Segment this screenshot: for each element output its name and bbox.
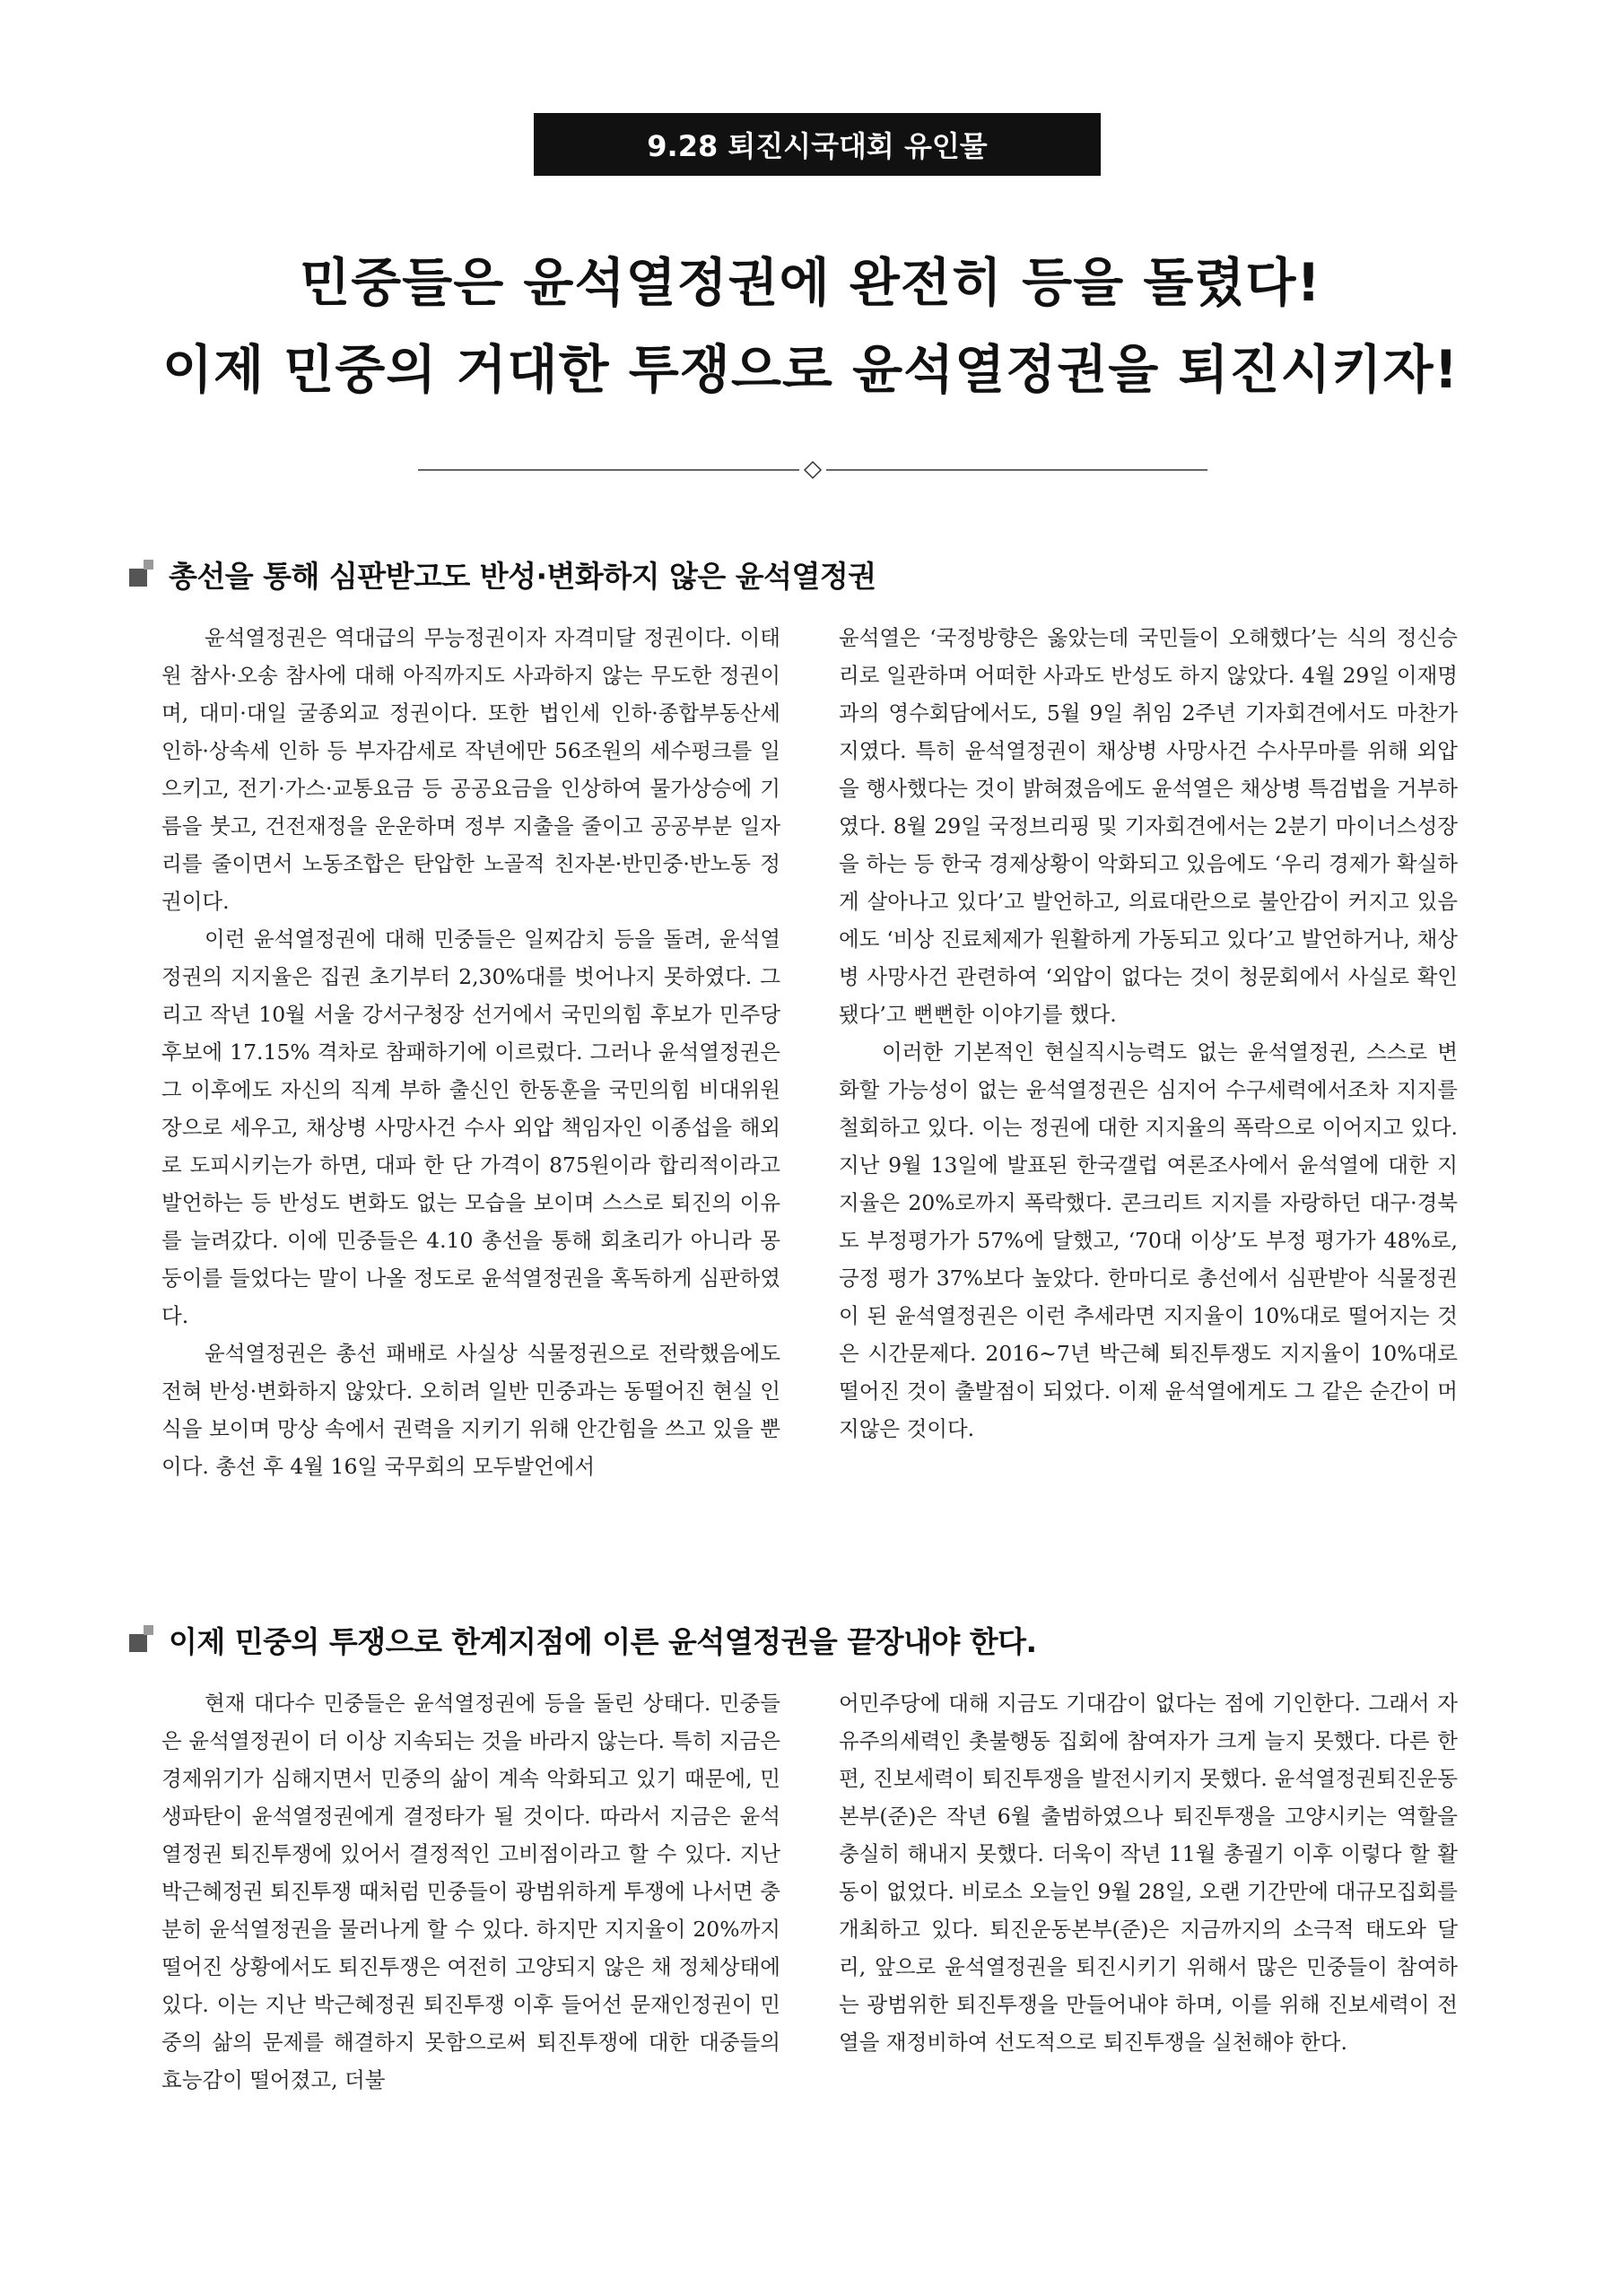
- section-1-left-column: [161, 619, 780, 1485]
- section-2-left-column: [161, 1684, 780, 2099]
- diamond-divider: [418, 460, 1207, 480]
- square-bullet-icon: [126, 554, 161, 594]
- square-bullet-icon: [126, 1620, 161, 1659]
- paragraph: 윤석열정권은 총선 패배로 사실상 식물정권으로 전락했음에도 전혀 반성·변화하지 않았다. 오히려 일반 민중과는 동떨어진 현실 인식을 보이며 망상 속에서 권력을 지키기 위해 안간힘을 쓰고 있을 뿐이다. 총선 후 4월 16일 국무회의 모두발언에서: [161, 1341, 780, 1479]
- paragraph: 이러한 기본적인 현실직시능력도 없는 윤석열정권, 스스로 변화할 가능성이 없는 윤석열정권은 심지어 수구세력에서조차 지지를 철회하고 있다. 이는 정권에 대한 지지율의 폭락으로 이어지고 있다. 지난 9월 13일에 발표된 한국갤럽 여론조사에서 윤석열에 대한 지지율은 20%로까지 폭락했다. 콘크리트 지지를 자랑하던 대구·경북도 부정평가가 57%에 달했고, ‘70대 이상’도 부정 평가가 48%로, 긍정 평가 37%보다 높았다. 한마디로 총선에서 심판받아 식물정권이 된 윤석열정권은 이런 추세라면 지지율이 10%대로 떨어지는 것은 시간문제다. 2016~7년 박근혜 퇴진투쟁도 지지율이 10%대로 떨어진 것이 출발점이 되었다. 이제 윤석열에게도 그 같은 순간이 머지않은 것이다.: [839, 1039, 1458, 1441]
- section-heading-1: [126, 547, 876, 601]
- headline-line-2: 이제 민중의 거대한 투쟁으로 윤석열정권을 퇴진시키자!: [161, 339, 1460, 400]
- section-title: 이제 민중의 투쟁으로 한계지점에 이른 윤석열정권을 끝장내야 한다.: [169, 1623, 1037, 1659]
- paragraph: 윤석열정권은 역대급의 무능정권이자 자격미달 정권이다. 이태원 참사·오송 참사에 대해 아직까지도 사과하지 않는 무도한 정권이며, 대미·대일 굴종외교 정권이다. 또한 법인세 인하·종합부동산세 인하·상속세 인하 등 부자감세로 작년에만 56조원의 세수펑크를 일으키고, 전기·가스·교통요금 등 공공요금을 인상하여 물가상승에 기름을 붓고, 건전재정을 운운하며 정부 지출을 줄이고 공공부분 일자리를 줄이면서 노동조합은 탄압한 노골적 친자본·반민중·반노동 정권이다.: [161, 625, 780, 914]
- diamond-icon: [805, 462, 821, 478]
- paragraph: 어민주당에 대해 지금도 기대감이 없다는 점에 기인한다. 그래서 자유주의세력인 촛불행동 집회에 참여자가 크게 늘지 못했다. 다른 한편, 진보세력이 퇴진투쟁을 발전시키지 못했다. 윤석열정권퇴진운동본부(준)은 작년 6월 출범하였으나 퇴진투쟁을 고양시키는 역할을 충실히 해내지 못했다. 더욱이 작년 11월 총궐기 이후 이렇다 할 활동이 없었다. 비로소 오늘인 9월 28일, 오랜 기간만에 대규모집회를 개최하고 있다. 퇴진운동본부(준)은 지금까지의 소극적 태도와 달리, 앞으로 윤석열정권을 퇴진시키기 위해서 많은 민중들이 참여하는 광범위한 퇴진투쟁을 만들어내야 하며, 이를 위해 진보세력이 전열을 재정비하여 선도적으로 퇴진투쟁을 실천해야 한다.: [839, 1691, 1458, 2055]
- paragraph: 이런 윤석열정권에 대해 민중들은 일찌감치 등을 돌려, 윤석열정권의 지지율은 집권 초기부터 2,30%대를 벗어나지 못하였다. 그리고 작년 10월 서울 강서구청장 선거에서 국민의힘 후보가 민주당 후보에 17.15% 격차로 참패하기에 이르렀다. 그러나 윤석열정권은 그 이후에도 자신의 직계 부하 출신인 한동훈을 국민의힘 비대위원장으로 세우고, 채상병 사망사건 수사 외압 책임자인 이종섭을 해외로 도피시키는가 하면, 대파 한 단 가격이 875원이라 합리적이라고 발언하는 등 반성도 변화도 없는 모습을 보이며 스스로 퇴진의 이유를 늘려갔다. 이에 민중들은 4.10 총선을 통해 회초리가 아니라 몽둥이를 들었다는 말이 나올 정도로 윤석열정권을 혹독하게 심판하였다.: [161, 926, 780, 1328]
- paragraph: 현재 대다수 민중들은 윤석열정권에 등을 돌린 상태다. 민중들은 윤석열정권이 더 이상 지속되는 것을 바라지 않는다. 특히 지금은 경제위기가 심해지면서 민중의 삶이 계속 악화되고 있기 때문에, 민생파탄이 윤석열정권에게 결정타가 될 것이다. 따라서 지금은 윤석열정권 퇴진투쟁에 있어서 결정적인 고비점이라고 할 수 있다. 지난 박근혜정권 퇴진투쟁 때처럼 민중들이 광범위하게 투쟁에 나서면 충분히 윤석열정권을 물러나게 할 수 있다. 하지만 지지율이 20%까지 떨어진 상황에서도 퇴진투쟁은 여전히 고양되지 않은 채 정체상태에 있다. 이는 지난 박근혜정권 퇴진투쟁 이후 들어선 문재인정권이 민중의 삶의 문제를 해결하지 못함으로써 퇴진투쟁에 대한 대중들의 효능감이 떨어졌고, 더불: [161, 1691, 780, 2092]
- section-2-right-column: [839, 1684, 1458, 2061]
- section-1-right-column: [839, 619, 1458, 1448]
- flyer-tag: 9.28 퇴진시국대회 유인물: [534, 113, 1101, 176]
- section-heading-2: [126, 1613, 1037, 1666]
- paragraph: 윤석열은 ‘국정방향은 옳았는데 국민들이 오해했다’는 식의 정신승리로 일관하며 어떠한 사과도 반성도 하지 않았다. 4월 29일 이재명과의 영수회담에서도, 5월 9일 취임 2주년 기자회견에서도 마찬가지였다. 특히 윤석열정권이 채상병 사망사건 수사무마를 위해 외압을 행사했다는 것이 밝혀졌음에도 윤석열은 채상병 특검법을 거부하였다. 8월 29일 국정브리핑 및 기자회견에서는 2분기 마이너스성장을 하는 등 한국 경제상황이 악화되고 있음에도 ‘우리 경제가 확실하게 살아나고 있다’고 발언하고, 의료대란으로 불안감이 커지고 있음에도 ‘비상 진료체제가 원활하게 가동되고 있다’고 발언하거나, 채상병 사망사건 관련하여 ‘외압이 없다는 것이 청문회에서 사실로 확인됐다’고 뻔뻔한 이야기를 했다.: [839, 625, 1458, 1027]
- section-title: 총선을 통해 심판받고도 반성·변화하지 않은 윤석열정권: [169, 558, 876, 594]
- headline-line-1: 민중들은 윤석열정권에 완전히 등을 돌렸다!: [300, 252, 1321, 313]
